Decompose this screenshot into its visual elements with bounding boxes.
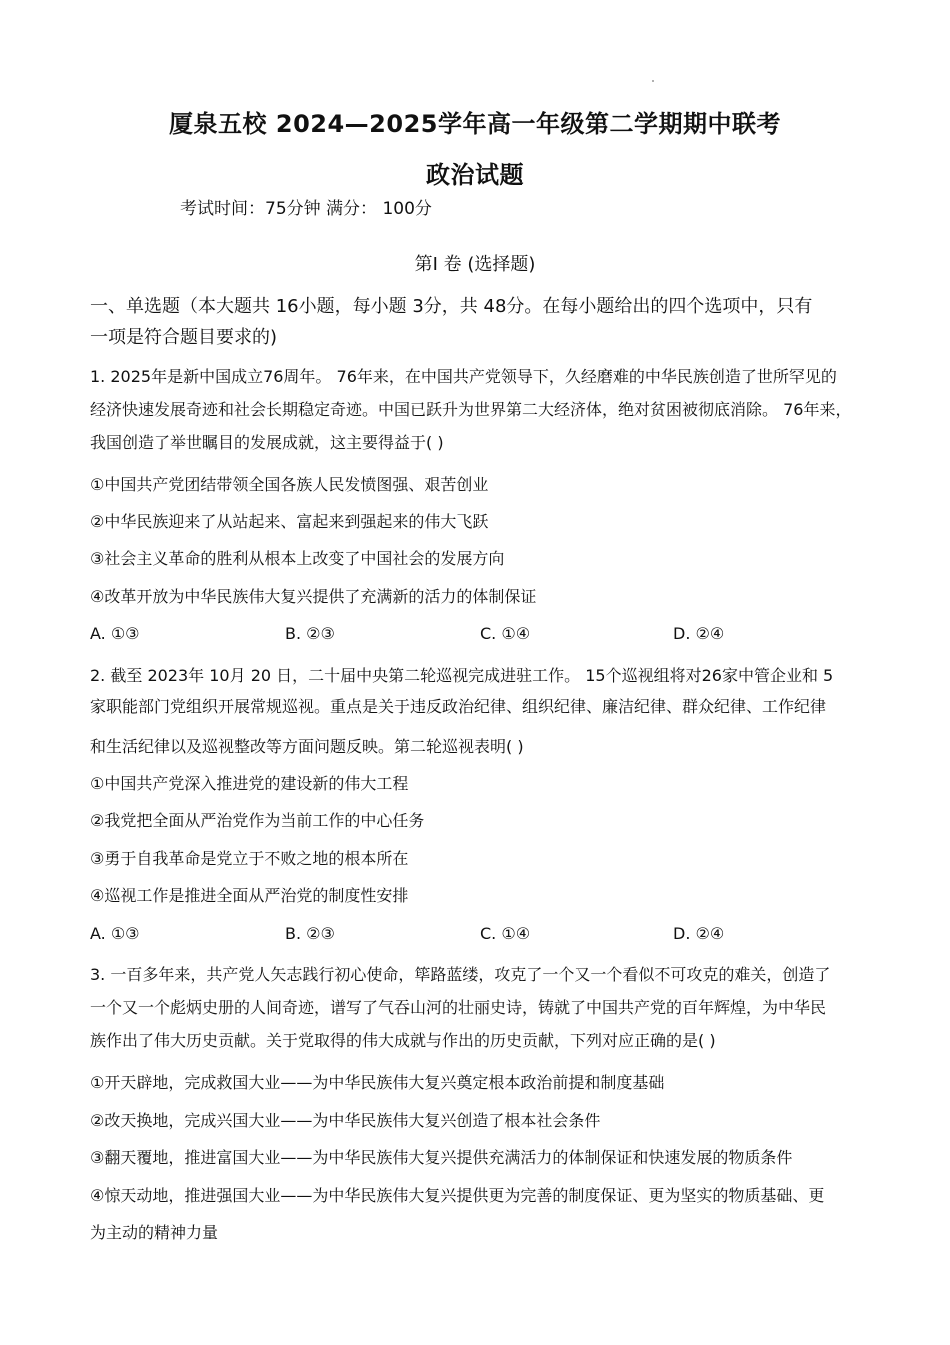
question-item: ②改天换地，完成兴国大业——为中华民族伟大复兴创造了根本社会条件 — [90, 1111, 601, 1130]
question-item: ④巡视工作是推进全面从严治党的制度性安排 — [90, 886, 409, 905]
volume-heading: 第Ⅰ 卷 (选择题) — [414, 254, 536, 275]
question-stem-line: 我国创造了举世瞩目的发展成就，这主要得益于( ) — [90, 433, 444, 452]
question-item: ①中国共产党深入推进党的建设新的伟大工程 — [90, 774, 409, 793]
question-stem-line: 3. 一百多年来，共产党人矢志践行初心使命，筚路蓝缕，攻克了一个又一个看似不可攻克的难关，创造了 — [90, 965, 831, 984]
question-stem-line: 和生活纪律以及巡视整改等方面问题反映。第二轮巡视表明( ) — [90, 737, 524, 756]
question-stem-line: 家职能部门党组织开展常规巡视。重点是关于违反政治纪律、组织纪律、廉洁纪律、群众纪律、工作纪律 — [90, 697, 827, 716]
question-item: ①中国共产党团结带领全国各族人民发愤图强、艰苦创业 — [90, 475, 489, 494]
question-item: ①开天辟地，完成救国大业——为中华民族伟大复兴奠定根本政治前提和制度基础 — [90, 1073, 665, 1092]
question-item: ③勇于自我革命是党立于不败之地的根本所在 — [90, 849, 409, 868]
question-item: ④改革开放为中华民族伟大复兴提供了充满新的活力的体制保证 — [90, 587, 537, 606]
choice-b: B. ②③ — [285, 624, 335, 643]
question-stem-line: 一个又一个彪炳史册的人间奇迹，谱写了气吞山河的壮丽史诗，铸就了中国共产党的百年辉煌，为中华民 — [90, 998, 827, 1017]
question-stem-line: 族作出了伟大历史贡献。关于党取得的伟大成就与作出的历史贡献，下列对应正确的是( ) — [90, 1031, 716, 1050]
choice-b: B. ②③ — [285, 924, 335, 943]
question-item-continued: 为主动的精神力量 — [90, 1223, 219, 1242]
exam-title: 厦泉五校 2024—2025学年高一年级第二学期期中联考 — [169, 110, 781, 138]
question-item: ③社会主义革命的胜利从根本上改变了中国社会的发展方向 — [90, 549, 505, 568]
exam-info: 考试时间：75分钟 满分： 100分 — [180, 199, 432, 219]
section-heading-line1: 一、单选题（本大题共 16小题，每小题 3分，共 48分。在每小题给出的四个选项中，只有 — [90, 296, 813, 317]
choice-a: A. ①③ — [90, 624, 140, 643]
choice-c: C. ①④ — [480, 924, 531, 943]
question-item: ②中华民族迎来了从站起来、富起来到强起来的伟大飞跃 — [90, 512, 489, 531]
scan-speck — [652, 80, 654, 82]
question-stem-line: 2. 截至 2023年 10月 20 日，二十届中央第二轮巡视完成进驻工作。 15个巡视组将对26家中管企业和 5 — [90, 666, 834, 685]
question-item: ④惊天动地，推进强国大业——为中华民族伟大复兴提供更为完善的制度保证、更为坚实的物质基础、更 — [90, 1186, 825, 1205]
choice-d: D. ②④ — [673, 924, 725, 943]
exam-subtitle: 政治试题 — [426, 161, 524, 189]
choice-d: D. ②④ — [673, 624, 725, 643]
question-item: ③翻天覆地，推进富国大业——为中华民族伟大复兴提供充满活力的体制保证和快速发展的物质条件 — [90, 1148, 793, 1167]
question-stem-line: 经济快速发展奇迹和社会长期稳定奇迹。中国已跃升为世界第二大经济体，绝对贫困被彻底消除。 76年来， — [90, 400, 852, 419]
choice-a: A. ①③ — [90, 924, 140, 943]
question-item: ②我党把全面从严治党作为当前工作的中心任务 — [90, 811, 425, 830]
question-stem-line: 1. 2025年是新中国成立76周年。 76年来，在中国共产党领导下，久经磨难的中华民族创造了世所罕见的 — [90, 367, 837, 386]
choice-c: C. ①④ — [480, 624, 531, 643]
section-heading-line2: 一项是符合题目要求的) — [90, 327, 278, 348]
